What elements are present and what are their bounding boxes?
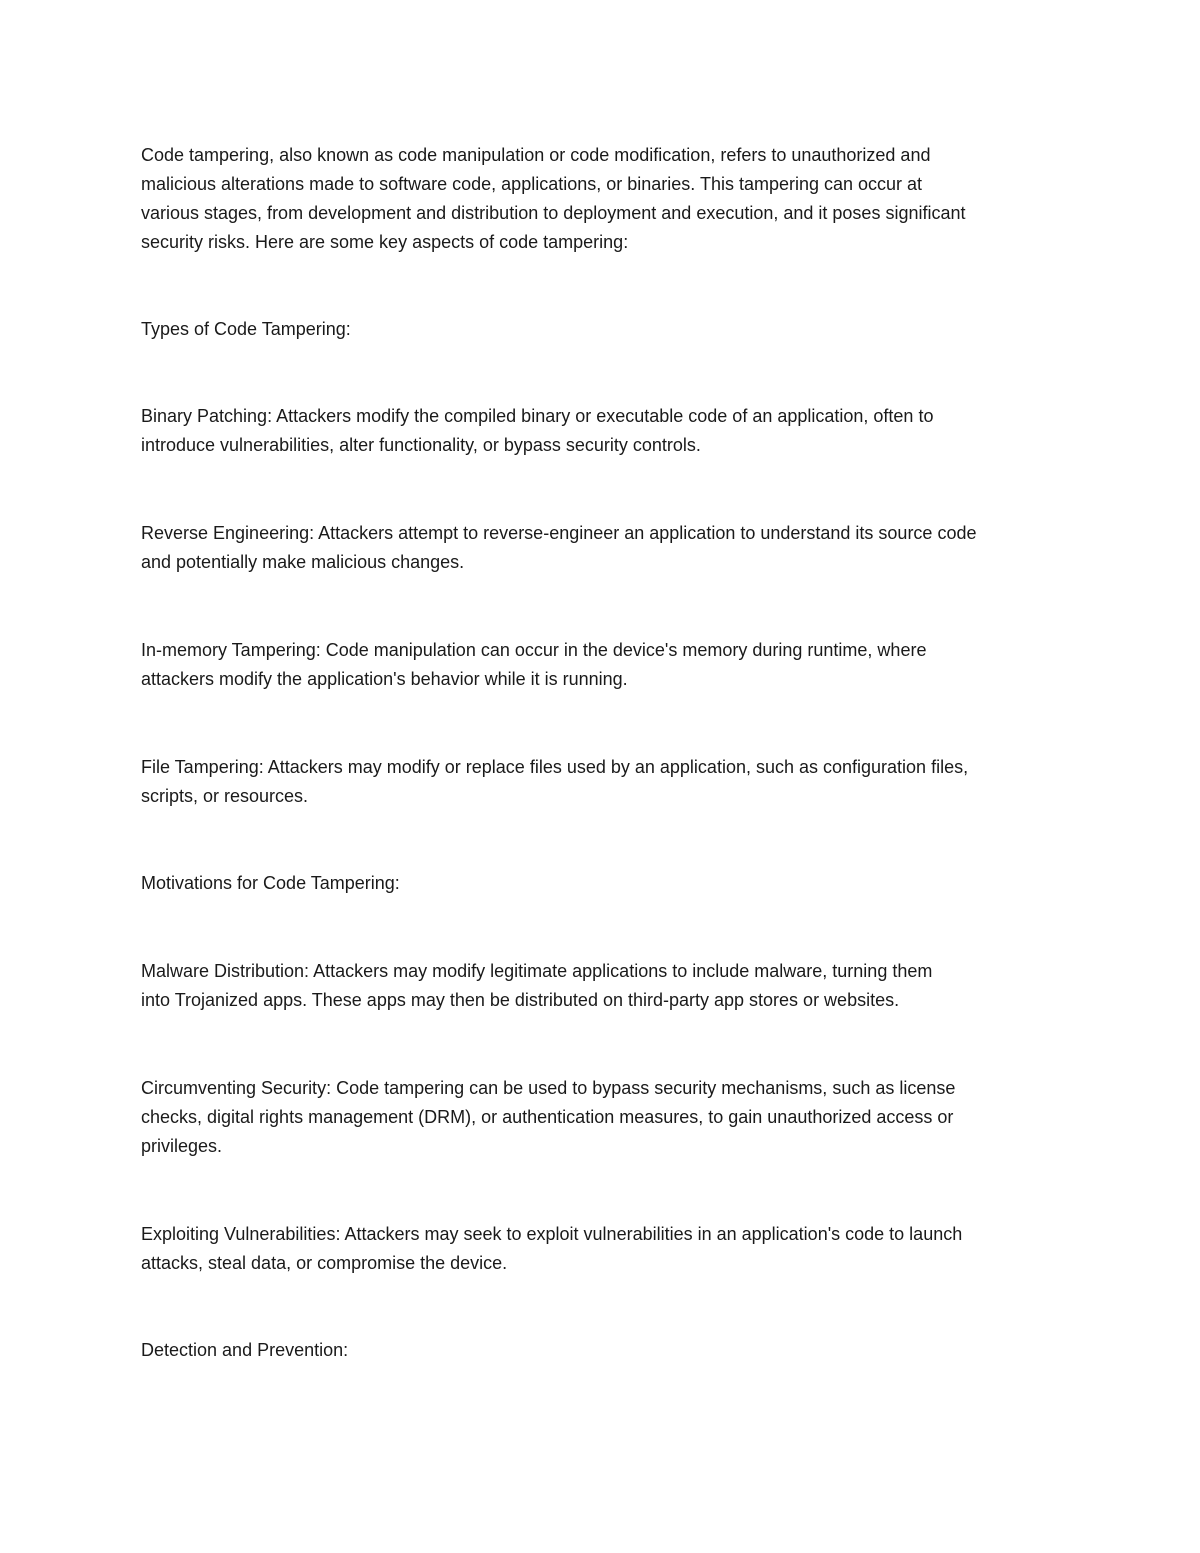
motivations-heading: Motivations for Code Tampering: bbox=[141, 873, 400, 893]
detection-heading: Detection and Prevention: bbox=[141, 1340, 349, 1360]
malware-distribution-paragraph: Malware Distribution: Attackers may modify legitimate applications to include malware, turning them into Trojanized apps. These apps may then be distributed on third-party app stores or websites. bbox=[141, 961, 933, 1010]
binary-patching-paragraph: Binary Patching: Attackers modify the compiled binary or executable code of an application, often to introduce vulnerabilities, alter functionality, or bypass security controls. bbox=[141, 406, 934, 455]
intro-paragraph: Code tampering, also known as code manipulation or code modification, refers to unauthorized and malicious alterations made to software code, applications, or binaries. This tampering can occur at various stages, from development and distribution to deployment and execution, and it poses significant security risks. Here are some key aspects of code tampering: bbox=[141, 145, 966, 252]
in-memory-tampering-paragraph: In-memory Tampering: Code manipulation can occur in the device's memory during runtime, where attackers modify the application's behavior while it is running. bbox=[141, 640, 927, 689]
file-tampering-paragraph: File Tampering: Attackers may modify or replace files used by an application, such as configuration files, scripts, or resources. bbox=[141, 757, 969, 806]
exploiting-vulnerabilities-paragraph: Exploiting Vulnerabilities: Attackers may seek to exploit vulnerabilities in an application's code to launch attacks, steal data, or compromise the device. bbox=[141, 1224, 963, 1273]
types-heading: Types of Code Tampering: bbox=[141, 319, 351, 339]
reverse-engineering-paragraph: Reverse Engineering: Attackers attempt to reverse-engineer an application to understand its source code and potentially make malicious changes. bbox=[141, 523, 977, 572]
circumventing-security-paragraph: Circumventing Security: Code tampering can be used to bypass security mechanisms, such as license checks, digital rights management (DRM), or authentication measures, to gain unauthorized access or privileges. bbox=[141, 1078, 956, 1156]
